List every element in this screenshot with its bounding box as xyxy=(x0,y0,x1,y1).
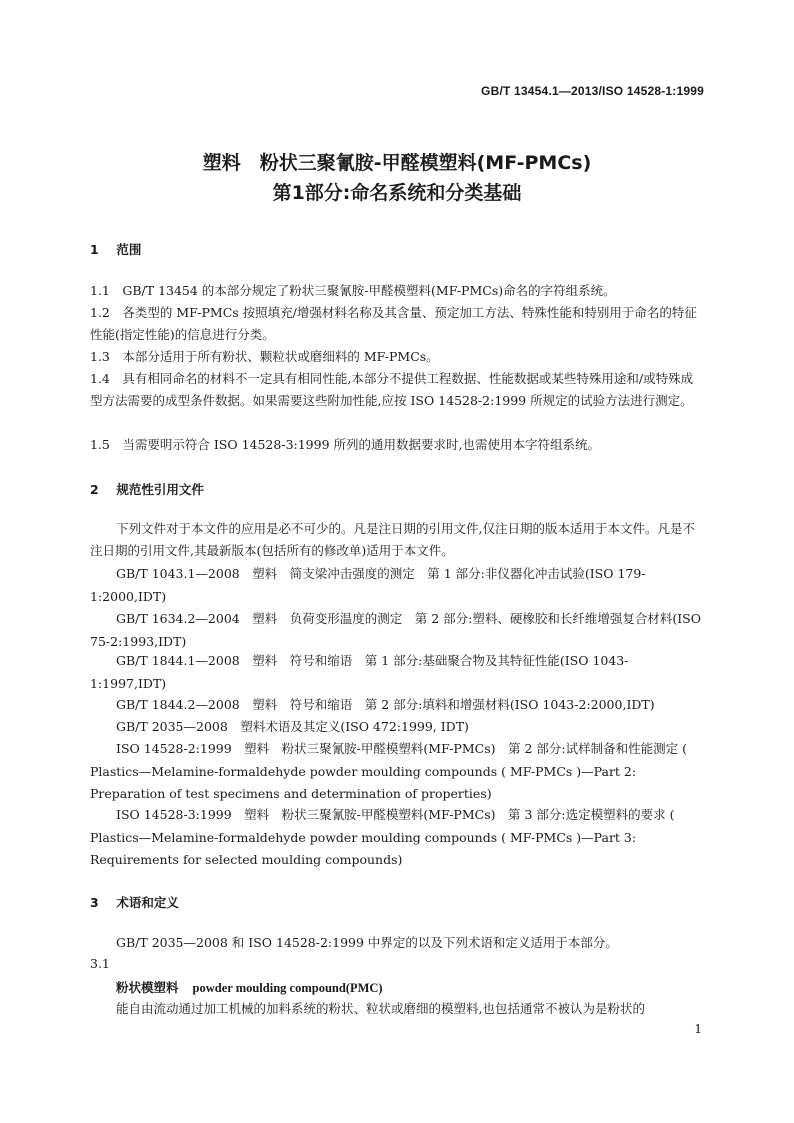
clause-1-3: 1.3 本部分适用于所有粉状、颗粒状或磨细料的 MF-PMCs。 xyxy=(90,349,439,364)
clause-1-1: 1.1 GB/T 13454 的本部分规定了粉状三聚氰胺-甲醛模塑料(MF-PMCs)命名的字符组系统。 xyxy=(90,283,616,298)
section-2-heading xyxy=(90,480,204,498)
section-1-heading xyxy=(90,240,141,258)
page-number: 1 xyxy=(694,1022,702,1036)
reference-item: GB/T 2035—2008 塑料术语及其定义(ISO 472:1999, IDT) xyxy=(116,719,469,734)
reference-item: GB/T 1634.2—2004 塑料 负荷变形温度的测定 第 2 部分:塑料、硬橡胶和长纤维增强复合材料(ISO 75-2:1993,IDT) xyxy=(90,611,701,649)
section-3-intro: GB/T 2035—2008 和 ISO 14528-2:1999 中界定的以及下列术语和定义适用于本部分。 xyxy=(116,935,618,950)
clause-1-2: 1.2 各类型的 MF-PMCs 按照填充/增强材料名称及其含量、预定加工方法、特殊性能和特别用于命名的特征性能(指定性能)的信息进行分类。 xyxy=(90,305,697,342)
section-number: 3 xyxy=(90,895,99,910)
term-number: 3.1 xyxy=(90,956,110,971)
term-definition: 能自由流动通过加工机械的加料系统的粉状、粒状或磨细的模塑料,也包括通常不被认为是粉状的 xyxy=(116,1001,645,1016)
term-chinese: 粉状模塑料 xyxy=(116,980,179,995)
reference-item: GB/T 1844.1—2008 塑料 符号和缩语 第 1 部分:基础聚合物及其特征性能(ISO 1043-1:1997,IDT) xyxy=(90,653,629,691)
section-title: 术语和定义 xyxy=(116,895,179,910)
title-line-2: 第1部分:命名系统和分类基础 xyxy=(272,182,522,204)
section-number: 2 xyxy=(90,482,99,497)
reference-item: GB/T 1043.1—2008 塑料 简支梁冲击强度的测定 第 1 部分:非仪器化冲击试验(ISO 179-1:2000,IDT) xyxy=(90,566,646,604)
standard-number: GB/T 13454.1—2013/ISO 14528-1:1999 xyxy=(481,84,704,98)
clause-1-4: 1.4 具有相同命名的材料不一定具有相同性能,本部分不提供工程数据、性能数据或某些特殊用途和/或特殊成型方法需要的成型条件数据。如果需要这些附加性能,应按 ISO 14528-2:1999 所规定的试验方法进行测定。 xyxy=(90,371,694,408)
section-2-intro: 下列文件对于本文件的应用是必不可少的。凡是注日期的引用文件,仅注日期的版本适用于本文件。凡是不注日期的引用文件,其最新版本(包括所有的修改单)适用于本文件。 xyxy=(90,521,695,558)
reference-item: ISO 14528-3:1999 塑料 粉状三聚氰胺-甲醛模塑料(MF-PMCs) 第 3 部分:选定模塑料的要求 ( Plastics—Melamine-formaldehyde powder moulding compounds ( MF-PMCs )—Part 3: Requirements for selected moulding compounds) xyxy=(90,807,675,867)
section-title: 规范性引用文件 xyxy=(116,482,204,497)
section-3-heading xyxy=(90,893,179,911)
reference-item: ISO 14528-2:1999 塑料 粉状三聚氰胺-甲醛模塑料(MF-PMCs) 第 2 部分:试样制备和性能测定 ( Plastics—Melamine-formaldehyde powder moulding compounds ( MF-PMCs )—Part 2: Preparation of test specimens and determination of properties) xyxy=(90,741,687,801)
clause-1-5: 1.5 当需要明示符合 ISO 14528-3:1999 所列的通用数据要求时,也需使用本字符组系统。 xyxy=(90,437,600,452)
section-number: 1 xyxy=(90,242,99,257)
title-line-1: 塑料 粉状三聚氰胺-甲醛模塑料(MF-PMCs) xyxy=(202,152,592,174)
section-title: 范围 xyxy=(116,242,142,257)
term-heading xyxy=(116,978,383,996)
reference-item: GB/T 1844.2—2008 塑料 符号和缩语 第 2 部分:填料和增强材料(ISO 1043-2:2000,IDT) xyxy=(116,697,655,712)
term-english: powder moulding compound(PMC) xyxy=(192,981,383,995)
